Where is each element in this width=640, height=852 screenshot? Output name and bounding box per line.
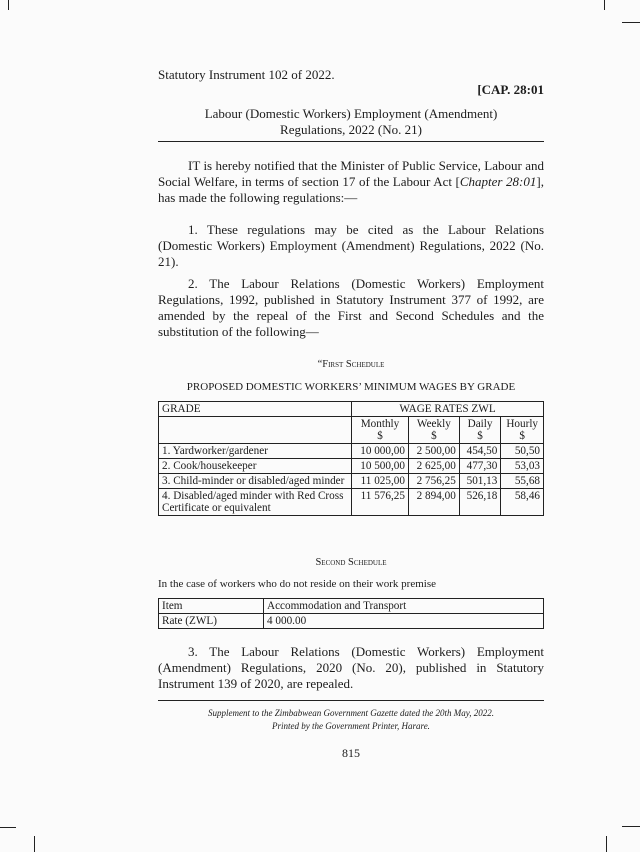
grade-cell: 2. Cook/housekeeper [159, 459, 352, 474]
grade-column-header: GRADE [159, 402, 352, 417]
item-value-cell: Accommodation and Transport [264, 599, 544, 614]
grade-header-blank [159, 417, 352, 444]
weekly-header: Weekly $ [408, 417, 459, 444]
first-schedule-heading: “First Schedule [317, 359, 385, 370]
table-row [159, 474, 544, 489]
second-schedule-heading: Second Schedule [315, 557, 387, 568]
instrument-number: Statutory Instrument 102 of 2022. [158, 67, 335, 82]
title-line-1: Labour (Domestic Workers) Employment (Amendment) [204, 106, 498, 121]
footer-divider [158, 700, 544, 701]
monthly-cell: 10 000,00 [352, 444, 409, 459]
crop-mark [8, 0, 9, 10]
chapter-reference: [CAP. 28:01 [477, 82, 544, 97]
accommodation-table [158, 598, 544, 629]
daily-cell: 501,13 [459, 474, 501, 489]
weekly-cell: 2 500,00 [408, 444, 459, 459]
weekly-cell: 2 894,00 [408, 489, 459, 516]
crop-mark [604, 0, 605, 10]
supplement-line-1: Supplement to the Zimbabwean Government Gazette dated the 20th May, 2022. [208, 708, 494, 718]
intro-chapter: Chapter 28:01 [459, 174, 537, 189]
hourly-header: Hourly $ [501, 417, 544, 444]
regulation-title [158, 106, 544, 138]
hourly-cell: 55,68 [501, 474, 544, 489]
rate-value-cell: 4 000.00 [264, 614, 544, 629]
monthly-cell: 11 576,25 [352, 489, 409, 516]
intro-paragraph [158, 158, 544, 206]
paragraph-3: 3. The Labour Relations (Domestic Workers) Employment (Amendment) Regulations, 2020 (No. 20), published in Statutory Instrument 139 of 2020, are repealed. [158, 644, 544, 691]
title-divider [158, 141, 544, 142]
monthly-cell: 10 500,00 [352, 459, 409, 474]
wage-table-title: PROPOSED DOMESTIC WORKERS’ MINIMUM WAGES BY GRADE [186, 381, 516, 393]
rate-label-cell: Rate (ZWL) [159, 614, 264, 629]
daily-header: Daily $ [459, 417, 501, 444]
weekly-cell: 2 625,00 [408, 459, 459, 474]
wage-rates-header: WAGE RATES ZWL [352, 402, 544, 417]
monthly-header: Monthly $ [352, 417, 409, 444]
wage-table [158, 401, 544, 516]
supplement-line-2: Printed by the Government Printer, Harare. [272, 721, 430, 731]
hourly-cell: 58,46 [501, 489, 544, 516]
monthly-cell: 11 025,00 [352, 474, 409, 489]
daily-cell: 454,50 [459, 444, 501, 459]
table-row [159, 444, 544, 459]
supplement-note [158, 707, 544, 733]
second-schedule-intro: In the case of workers who do not reside on their work premise [158, 578, 436, 590]
daily-cell: 477,30 [459, 459, 501, 474]
crop-mark [606, 836, 607, 852]
paragraph-2: 2. The Labour Relations (Domestic Workers) Employment Regulations, 1992, published in Statutory Instrument 377 of 1992, are amended by the repeal of the First and Second Schedules and the substitution of the following— [158, 276, 544, 339]
item-label-cell: Item [159, 599, 264, 614]
crop-mark [622, 22, 640, 23]
table-row [159, 599, 544, 614]
table-row [159, 614, 544, 629]
crop-mark [0, 827, 16, 828]
table-row [159, 489, 544, 516]
daily-cell: 526,18 [459, 489, 501, 516]
hourly-cell: 50,50 [501, 444, 544, 459]
grade-cell: 4. Disabled/aged minder with Red Cross Certificate or equivalent [159, 489, 352, 516]
title-line-2: Regulations, 2022 (No. 21) [280, 122, 422, 137]
page-number: 815 [342, 746, 360, 760]
table-row [159, 459, 544, 474]
hourly-cell: 53,03 [501, 459, 544, 474]
paragraph-1: 1. These regulations may be cited as the Labour Relations (Domestic Workers) Employment (Amendment) Regulations, 2022 (No. 21). [158, 222, 544, 269]
grade-cell: 1. Yardworker/gardener [159, 444, 352, 459]
grade-cell: 3. Child-minder or disabled/aged minder [159, 474, 352, 489]
intro-text-end: ], has made the following regulations:— [158, 174, 544, 205]
weekly-cell: 2 756,25 [408, 474, 459, 489]
intro-text: IT is hereby notified that the Minister of Public Service, Labour and Social Welfare, in terms of section 17 of the Labour Act [ [158, 158, 544, 189]
crop-mark [622, 826, 640, 827]
crop-mark [34, 836, 35, 852]
